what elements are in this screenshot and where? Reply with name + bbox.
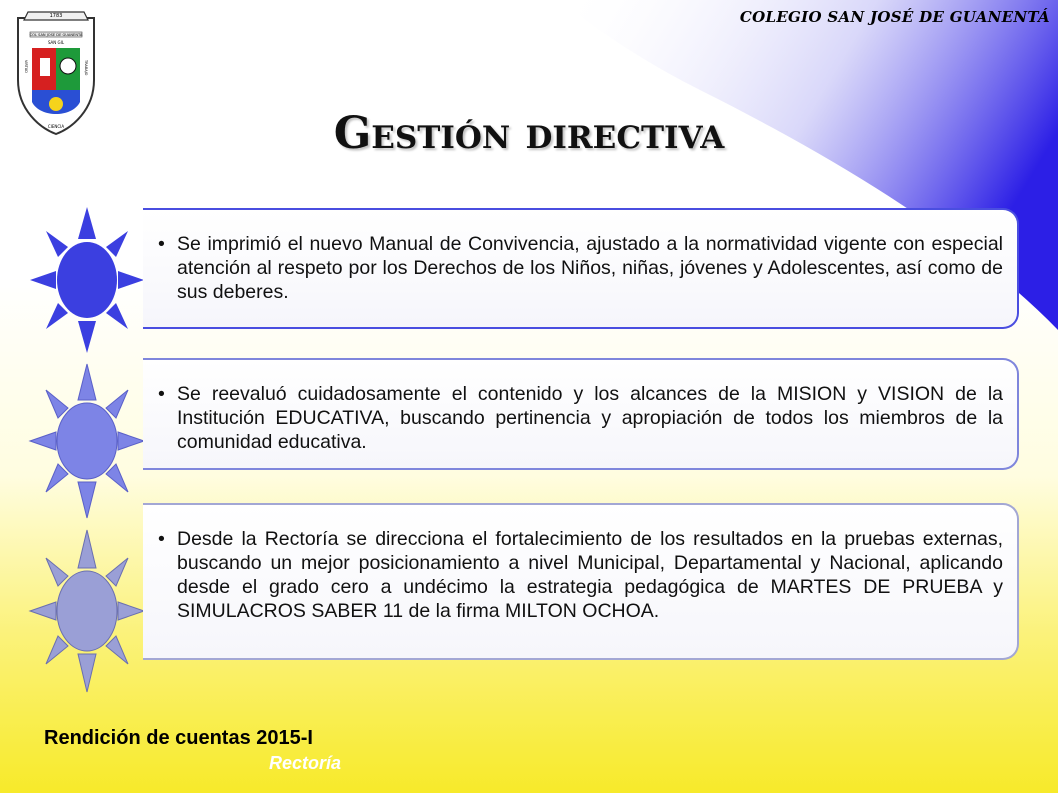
- crest-bottom-word: CIENCIA: [47, 124, 65, 129]
- bullet-item: • Desde la Rectoría se direcciona el fortalecimiento de los resultados en la pruebas externas, buscando un mejor posicionamiento a nivel Municipal, Departamental y Nacional, aplicando desde el grado cero a undécimo la estrategia pedagógica de MARTES DE PRUEBA y SIMULACROS SABER 11 de la firma MILTON OCHOA.: [173, 527, 1003, 623]
- bullet-item: • Se imprimió el nuevo Manual de Convivencia, ajustado a la normatividad vigente con especial atención al respeto por los Derechos de los Niños, niñas, jóvenes y Adolescentes, así como de sus deberes.: [173, 232, 1003, 304]
- crest-year: 1783: [49, 13, 63, 19]
- crest-right-word: TRABAJO: [84, 60, 88, 76]
- crest-line1: COL SAN JOSE DE GUANENTA: [29, 33, 83, 37]
- sun-icon: [28, 528, 146, 694]
- content-box-2: [143, 358, 1019, 470]
- office-label: Rectoría: [269, 753, 342, 773]
- report-label: Rendición de cuentas 2015-I: [44, 727, 313, 749]
- bullet-item: • Se reevaluó cuidadosamente el contenido y los alcances de la MISION y VISION de la Institución EDUCATIVA, buscando pertinencia y apropiación de todos los miembros de la comunidad educativa.: [173, 382, 1003, 454]
- crest-line2: SAN GIL: [47, 40, 65, 45]
- content-box-1: [143, 208, 1019, 329]
- school-name: COLEGIO SAN JOSÉ DE GUANENTÁ: [739, 8, 1050, 26]
- content-box-3: [143, 503, 1019, 660]
- sun-icon: [28, 205, 146, 355]
- slide-title: Gestión directiva: [333, 108, 725, 159]
- sun-icon: [28, 362, 146, 520]
- crest-left-word: VIRTUD: [24, 60, 28, 73]
